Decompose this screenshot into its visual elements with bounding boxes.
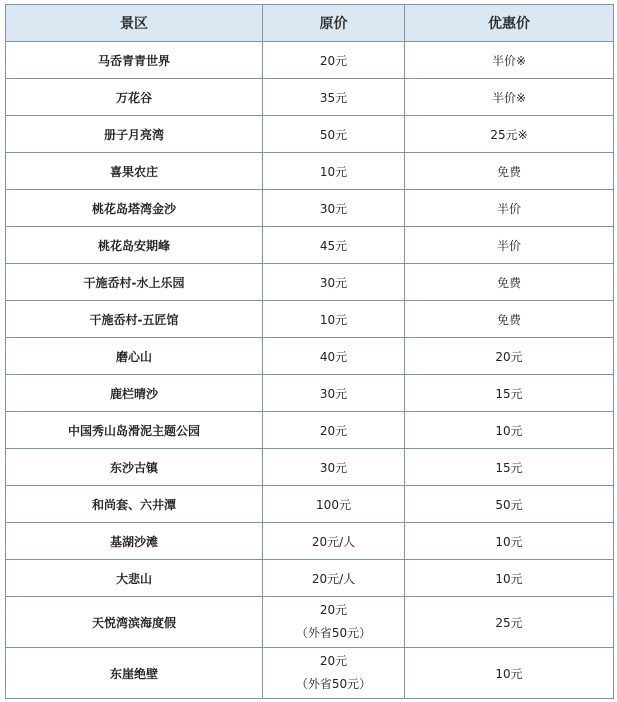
original-price-value: 20元: [319, 603, 348, 617]
table-row: [6, 597, 614, 648]
original-price: 30元: [263, 190, 405, 227]
scenic-name: 基湖沙滩: [6, 523, 263, 560]
original-price: 30元: [263, 449, 405, 486]
scenic-name: 鹿栏晴沙: [6, 375, 263, 412]
discount-price: 25元※: [405, 116, 614, 153]
original-price-note: （外省50元）: [295, 626, 372, 640]
table-row: [6, 486, 614, 523]
original-price: [263, 597, 405, 648]
original-price: 100元: [263, 486, 405, 523]
header-original-price: 原价: [263, 5, 405, 42]
scenic-name: 干施岙村-水上乐园: [6, 264, 263, 301]
table-row: [6, 560, 614, 597]
scenic-name: 东沙古镇: [6, 449, 263, 486]
table-row: [6, 42, 614, 79]
original-price: 35元: [263, 79, 405, 116]
table-row: [6, 301, 614, 338]
discount-price: 半价※: [405, 79, 614, 116]
scenic-name: 东崖绝壁: [6, 648, 263, 699]
discount-price: 15元: [405, 449, 614, 486]
original-price: 20元: [263, 412, 405, 449]
scenic-name: 册子月亮湾: [6, 116, 263, 153]
scenic-name: 万花谷: [6, 79, 263, 116]
discount-price: 25元: [405, 597, 614, 648]
original-price-value: 20元: [319, 654, 348, 668]
original-price: 45元: [263, 227, 405, 264]
scenic-name: 和尚套、六井潭: [6, 486, 263, 523]
scenic-name: 大悲山: [6, 560, 263, 597]
table-row: [6, 116, 614, 153]
discount-price: 半价: [405, 190, 614, 227]
discount-price: 半价※: [405, 42, 614, 79]
scenic-name: 干施岙村-五匠馆: [6, 301, 263, 338]
discount-price: 10元: [405, 648, 614, 699]
table-row: [6, 227, 614, 264]
original-price: 50元: [263, 116, 405, 153]
header-scenic-spot: 景区: [6, 5, 263, 42]
scenic-name: 桃花岛塔湾金沙: [6, 190, 263, 227]
original-price: 20元/人: [263, 523, 405, 560]
original-price: 10元: [263, 301, 405, 338]
discount-price: 15元: [405, 375, 614, 412]
scenic-price-table: [5, 4, 614, 699]
discount-price: 10元: [405, 523, 614, 560]
original-price: 30元: [263, 264, 405, 301]
discount-price: 免费: [405, 153, 614, 190]
table-row: [6, 523, 614, 560]
discount-price: 20元: [405, 338, 614, 375]
header-row: [6, 5, 614, 42]
scenic-name: 磨心山: [6, 338, 263, 375]
discount-price: 免费: [405, 301, 614, 338]
table-row: [6, 79, 614, 116]
header-discount-price: 优惠价: [405, 5, 614, 42]
table-row: [6, 412, 614, 449]
scenic-name: 桃花岛安期峰: [6, 227, 263, 264]
table-row: [6, 264, 614, 301]
original-price: [263, 648, 405, 699]
table-row: [6, 190, 614, 227]
scenic-name: 天悦湾滨海度假: [6, 597, 263, 648]
discount-price: 10元: [405, 560, 614, 597]
original-price: 20元: [263, 42, 405, 79]
original-price: 30元: [263, 375, 405, 412]
original-price-note: （外省50元）: [295, 677, 372, 691]
scenic-name: 马岙青青世界: [6, 42, 263, 79]
original-price: 10元: [263, 153, 405, 190]
table-row: [6, 449, 614, 486]
table-row: [6, 153, 614, 190]
original-price: 40元: [263, 338, 405, 375]
discount-price: 10元: [405, 412, 614, 449]
scenic-name: 中国秀山岛滑泥主题公园: [6, 412, 263, 449]
table-row: [6, 338, 614, 375]
table-row: [6, 648, 614, 699]
discount-price: 50元: [405, 486, 614, 523]
table-row: [6, 375, 614, 412]
original-price: 20元/人: [263, 560, 405, 597]
scenic-name: 喜果农庄: [6, 153, 263, 190]
discount-price: 免费: [405, 264, 614, 301]
discount-price: 半价: [405, 227, 614, 264]
